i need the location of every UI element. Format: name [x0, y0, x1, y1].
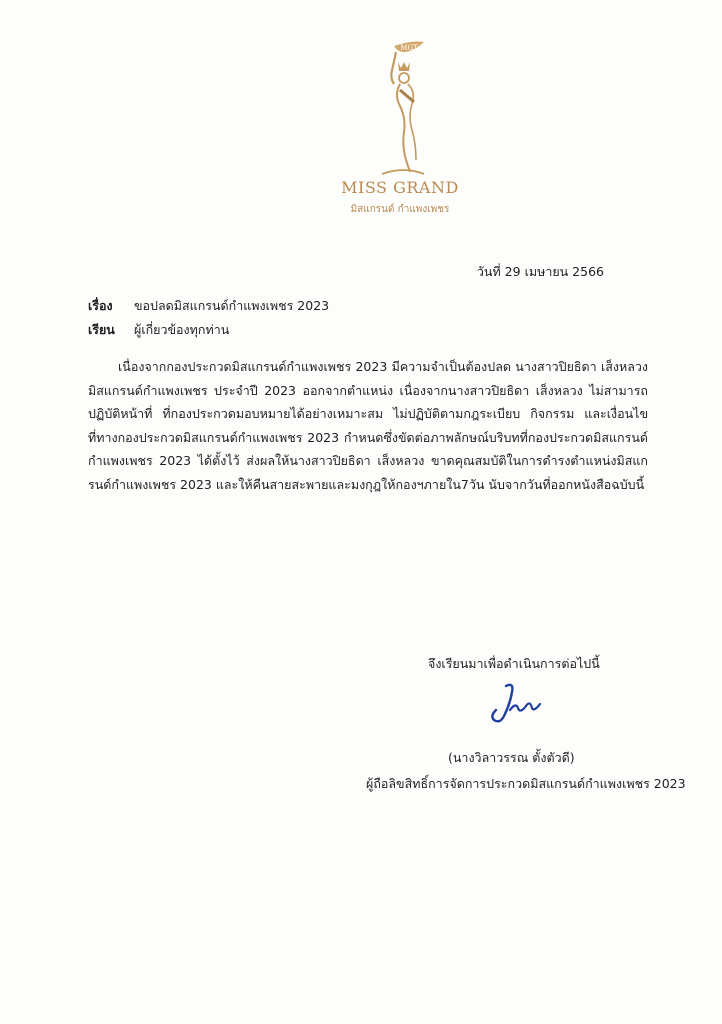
logo-wordmark: MISS GRAND	[341, 178, 459, 197]
subject-label: เรื่อง	[88, 298, 113, 313]
handwritten-signature	[488, 680, 548, 730]
recipient-line	[88, 320, 229, 340]
subject-value: ขอปลดมิสแกรนด์กำแพงเพชร 2023	[134, 298, 330, 313]
recipient-value: ผู้เกี่ยวข้องทุกท่าน	[134, 322, 230, 337]
letter-date: วันที่ 29 เมษายน 2566	[476, 264, 604, 279]
logo-badge: MGT	[400, 44, 418, 52]
crowned-figure-icon	[354, 40, 446, 180]
recipient-label: เรียน	[88, 322, 115, 337]
closing-line: จึงเรียนมาเพื่อดำเนินการต่อไปนี้	[428, 656, 600, 671]
signer-name: (นางวิลาวรรณ ตั้งตัวดี)	[448, 750, 575, 765]
miss-grand-logo	[330, 40, 470, 230]
logo-subtitle: มิสแกรนด์ กำแพงเพชร	[350, 204, 450, 215]
signer-title: ผู้ถือลิขสิทธิ์การจัดการประกวดมิสแกรนด์กำแพงเพชร 2023	[366, 776, 686, 791]
letter-body: เนื่องจากกองประกวดมิสแกรนด์กำแพงเพชร 2023 มีความจำเป็นต้องปลด นางสาวปิยธิดา เส็งหลวง มิสแกรนด์กำแพงเพชร ประจำปี 2023 ออกจากตำแหน่ง เนื่องจากนางสาวปิยธิดา เส็งหลวง ไม่สามารถปฏิบัติหน้าที่ ที่กองประกวดมอบหมายได้อย่างเหมาะสม ไม่ปฏิบัติตามกฎระเบียบ กิจกรรม และเงื่อนไขที่ทางกองประกวดมิสแกรนด์กำแพงเพชร 2023 กำหนดซึ่งขัดต่อภาพลักษณ์บริบทที่กองประกวดมิสแกรนด์กำแพงเพชร 2023 ได้ตั้งไว้ ส่งผลให้นางสาวปิยธิดา เส็งหลวง ขาดคุณสมบัติในการดำรงตำแหน่งมิสแกรนด์กำแพงเพชร 2023 และให้คืนสายสะพายและมงกุฎให้กองฯภายใน7วัน นับจากวันที่ออกหนังสือฉบับนี้	[88, 359, 648, 492]
subject-line	[88, 296, 329, 316]
